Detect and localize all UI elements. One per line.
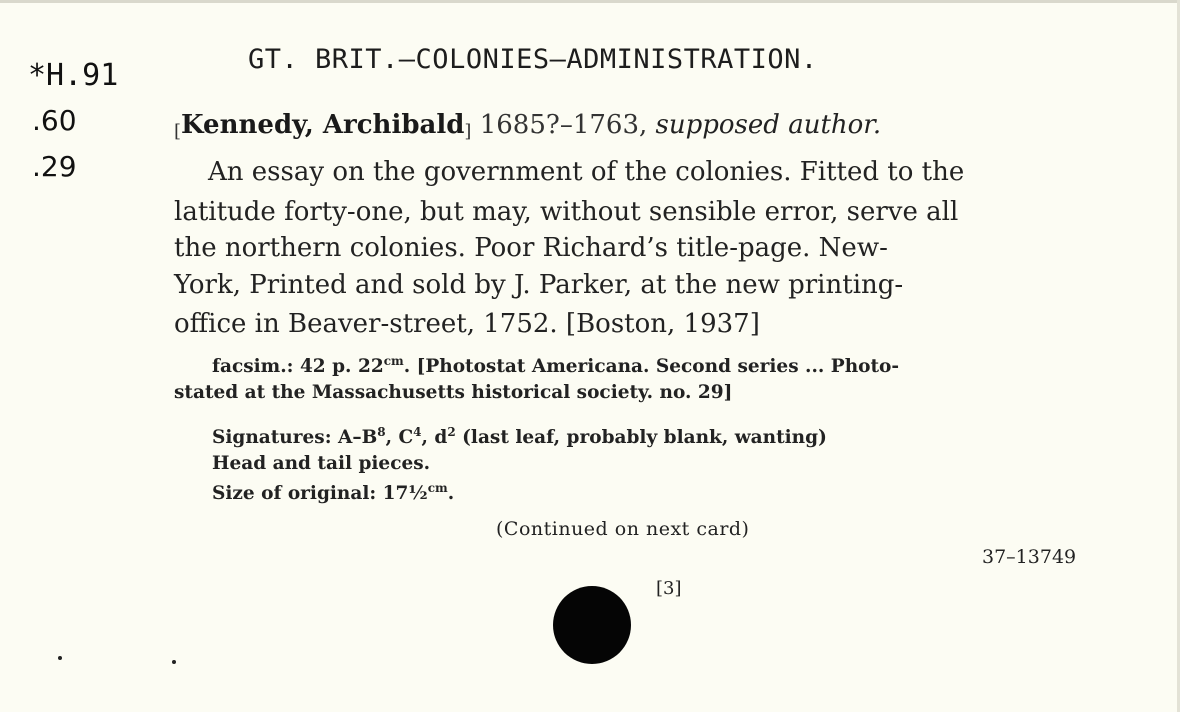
- call-number-line-1: *H.91: [28, 58, 119, 93]
- author-role: supposed author.: [655, 110, 882, 140]
- title-line-5: office in Beaver-street, 1752. [Boston, 1937]: [174, 309, 760, 339]
- signatures-text-d: (last leaf, probably blank, wanting): [455, 427, 827, 449]
- speck-mark: [172, 660, 176, 664]
- punch-hole: [553, 586, 631, 664]
- signatures-sup-1: 8: [377, 425, 386, 439]
- size-sup: cm: [427, 481, 448, 495]
- author-open-bracket: [: [174, 121, 182, 142]
- author-close-bracket: ]: [464, 121, 472, 142]
- title-line-1: An essay on the government of the colonies. Fitted to the: [208, 157, 965, 187]
- call-number-line-2: .60: [32, 104, 77, 137]
- author-line: [174, 110, 881, 142]
- title-line-4: York, Printed and sold by J. Parker, at the new printing-: [174, 270, 904, 300]
- signatures-note: [212, 425, 827, 448]
- card-number: [3]: [656, 578, 682, 599]
- signatures-sup-2: 4: [413, 425, 422, 439]
- signatures-sup-3: 2: [447, 425, 456, 439]
- subject-heading: GT. BRIT.—COLONIES—ADMINISTRATION.: [248, 44, 818, 75]
- signatures-text-b: , C: [385, 427, 414, 449]
- collation-line-2: stated at the Massachusetts historical society. no. 29]: [174, 382, 733, 403]
- title-line-3: the northern colonies. Poor Richard’s title-page. New-: [174, 233, 888, 263]
- author-dates: 1685?–1763,: [471, 110, 656, 140]
- size-note: [212, 481, 454, 504]
- speck-mark: [58, 656, 62, 660]
- collation-line-1: [212, 354, 899, 377]
- card-top-edge: [0, 0, 1180, 3]
- call-number-line-3: .29: [32, 150, 77, 183]
- size-text-b: .: [447, 483, 455, 505]
- signatures-text-c: , d: [421, 427, 448, 449]
- collation-sup: cm: [383, 354, 404, 368]
- size-text-a: Size of original: 17½: [212, 483, 428, 505]
- collation-text-a: facsim.: 42 p. 22: [212, 356, 384, 378]
- head-tail-note: Head and tail pieces.: [212, 453, 431, 474]
- lccn-number: 37–13749: [982, 546, 1077, 568]
- author-name: Kennedy, Archibald: [181, 110, 465, 140]
- signatures-text-a: Signatures: A–B: [212, 427, 378, 449]
- title-line-2: latitude forty-one, but may, without sensible error, serve all: [174, 197, 959, 227]
- collation-text-b: . [Photostat Americana. Second series ... Photo-: [403, 356, 900, 378]
- continued-note: (Continued on next card): [496, 518, 750, 540]
